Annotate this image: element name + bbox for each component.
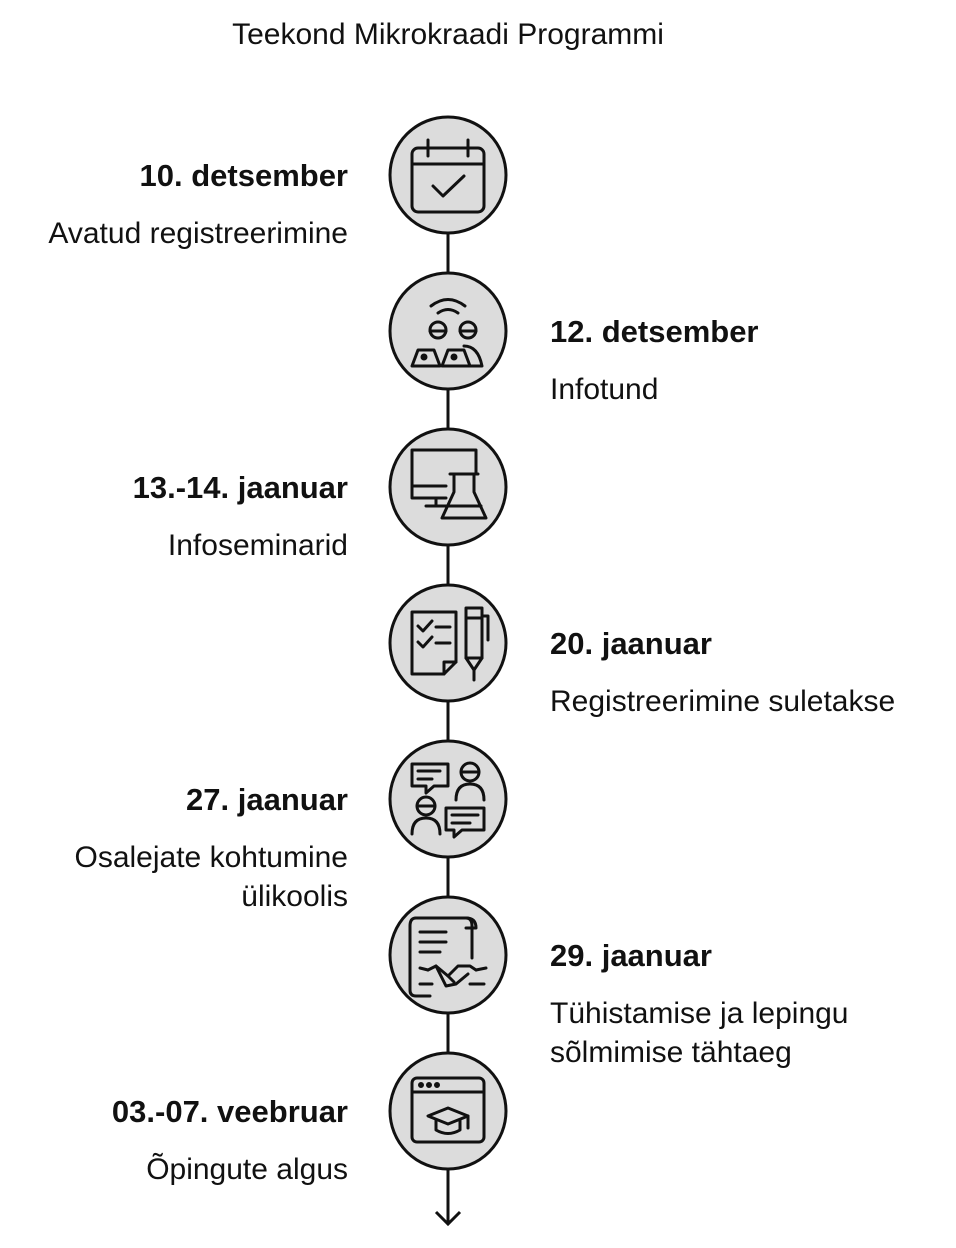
milestone-node-5 (390, 741, 506, 857)
milestone-date-5: 27. jaanuar (186, 782, 348, 817)
milestone-node-1 (390, 117, 506, 233)
milestone-date-4: 20. jaanuar (550, 626, 712, 661)
milestone-label-7: Õpingute algus (146, 1153, 348, 1186)
milestone-node-6 (390, 897, 506, 1013)
milestone-label-3: Infoseminarid (167, 529, 348, 562)
milestone-date-6: 29. jaanuar (550, 938, 712, 973)
milestone-date-3: 13.-14. jaanuar (132, 470, 348, 505)
milestone-label-5: Osalejate kohtumine ülikoolis (74, 841, 348, 913)
milestone-date-7: 03.-07. veebruar (111, 1094, 348, 1129)
milestone-node-3 (390, 429, 506, 545)
milestone-node-7 (390, 1053, 506, 1169)
milestone-node-2 (390, 273, 506, 389)
milestone-label-1: Avatud registreerimine (48, 217, 348, 250)
milestone-date-2: 12. detsember (550, 314, 759, 349)
milestone-label-4: Registreerimine suletakse (550, 685, 896, 718)
milestone-date-1: 10. detsember (139, 158, 348, 193)
diagram-title: Teekond Mikrokraadi Programmi (232, 18, 664, 51)
milestone-node-4 (390, 585, 506, 701)
milestone-label-2: Infotund (550, 373, 659, 406)
milestone-label-6: Tühistamise ja lepingu sõlmimise tähtaeg (550, 997, 849, 1069)
